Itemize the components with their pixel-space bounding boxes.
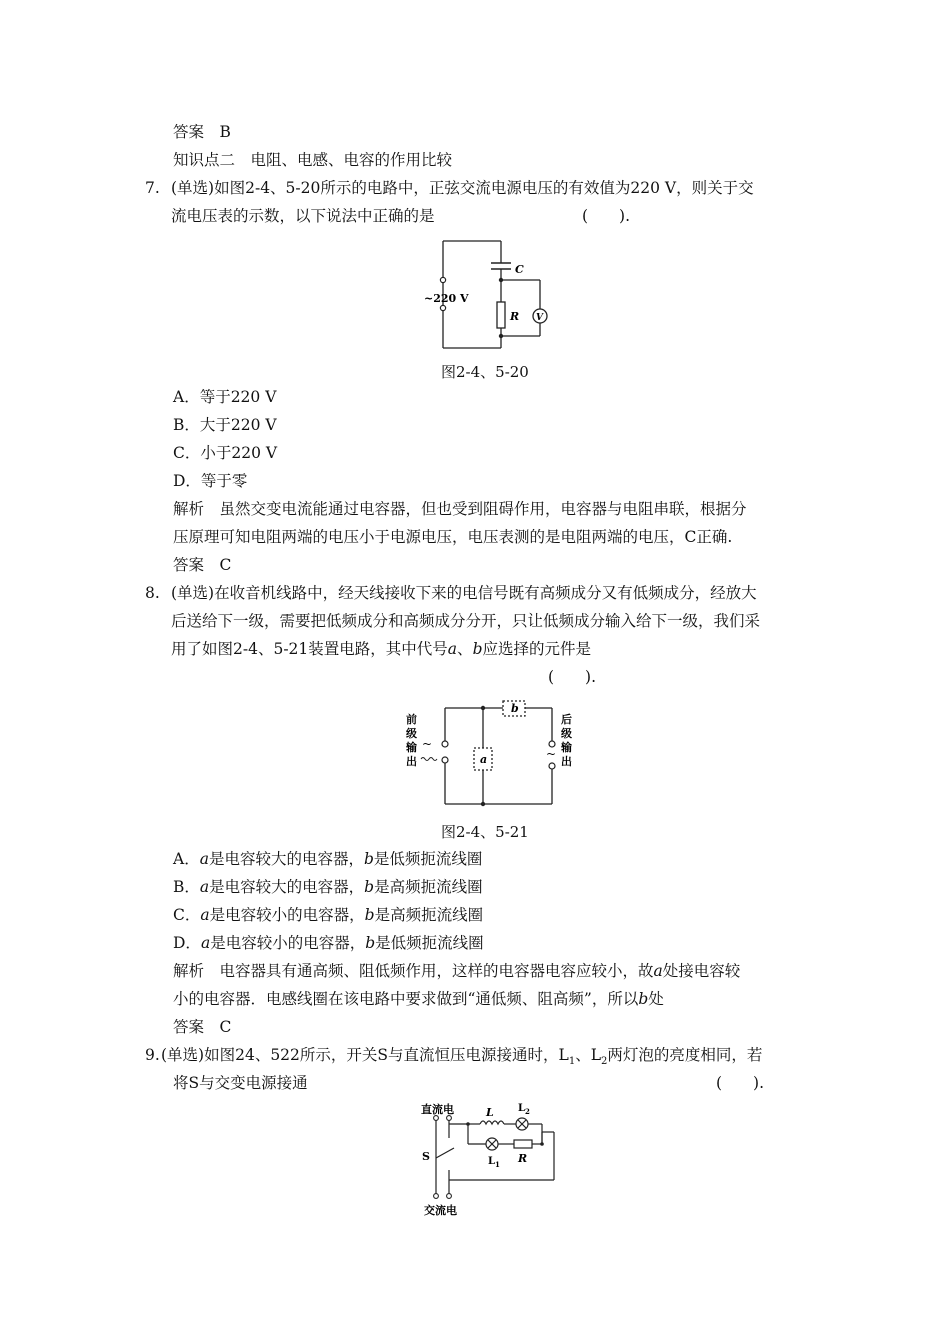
option-prefix: B．: [173, 878, 200, 896]
option-rest: 是低频扼流线圈: [375, 934, 484, 952]
option-mid: 是电容较大的电容器，: [208, 850, 364, 868]
answer-q8: 答案 C: [173, 1018, 232, 1036]
lamp-l2-subscript: 2: [525, 1107, 530, 1116]
section-title: 知识点二 电阻、电感、电容的作用比较: [173, 151, 453, 169]
source-voltage-label: ~220 V: [424, 292, 469, 305]
figure-2-4-5-20-caption: 图2-4、5-20: [441, 363, 529, 381]
question-8-analysis-line2: [173, 989, 664, 1009]
answer-q7: 答案 C: [173, 556, 232, 574]
option-var-b: b: [364, 906, 375, 924]
question-7-option-c: C．小于220 V: [173, 444, 278, 462]
analysis-text: 解析 电容器具有通高频、阻低频作用，这样的电容器电容应较小，故: [173, 962, 654, 980]
figure-2-4-5-21-caption: 图2-4、5-21: [441, 823, 529, 841]
option-var-b: b: [365, 934, 376, 952]
option-var-a: a: [200, 906, 210, 924]
option-var-a: a: [199, 878, 210, 896]
answer-q6: 答案 B: [173, 123, 231, 141]
question-8-number: 8.: [145, 584, 160, 602]
question-8-text-line3: [171, 639, 591, 659]
option-var-a: a: [200, 934, 211, 952]
left-label-char-2: 级: [406, 727, 417, 740]
q8-var-a: a: [447, 640, 458, 658]
dc-source-label: 直流电: [421, 1103, 454, 1116]
option-mid: 是电容较大的电容器，: [209, 878, 365, 896]
question-8-text-line1: (单选)在收音机线路中，经天线接收下来的电信号既有高频成分又有低频成分，经放大: [171, 584, 757, 602]
figure-2-4-5-20: [418, 236, 558, 358]
analysis-text: 处: [648, 990, 664, 1008]
right-tilde: ~: [546, 747, 557, 761]
option-mid: 是电容较小的电容器，: [210, 934, 366, 952]
question-8-option-c: [173, 905, 483, 925]
switch-label: S: [422, 1150, 430, 1163]
question-7-text-line1: (单选)如图2-4、5-20所示的电路中，正弦交流电源电压的有效值为220 V，则关于交: [171, 179, 754, 197]
question-9-text-line2: 将S与交变电源接通: [173, 1074, 308, 1092]
option-rest: 是高频扼流线圈: [374, 878, 483, 896]
question-7-text-line2: 流电压表的示数，以下说法中正确的是: [171, 207, 435, 225]
question-8-option-b: [173, 877, 483, 897]
option-rest: 是低频扼流线圈: [373, 850, 483, 868]
q9-text: 两灯泡的亮度相同，若: [607, 1046, 763, 1064]
circuit-diagram-lamps: [418, 1098, 563, 1218]
analysis-text: 处接电容较: [662, 962, 741, 980]
option-var-a: a: [199, 850, 209, 868]
left-label-char-3: 输: [406, 741, 417, 754]
right-label-char-1: 后: [561, 713, 572, 726]
q9-sub-1: 1: [568, 1056, 576, 1068]
figure-2-4-5-22: [418, 1098, 563, 1222]
resistor-label: R: [510, 310, 520, 323]
q8-line3-pre: 用了如图2-4、5-21装置电路，其中代号: [171, 640, 448, 658]
voltmeter-label: V: [536, 313, 543, 323]
question-8-analysis-line1: [173, 961, 740, 981]
option-mid: 是电容较小的电容器，: [209, 906, 365, 924]
question-9-answer-bracket: ( ).: [716, 1074, 765, 1092]
capacitor-label: C: [515, 263, 524, 276]
question-7-number: 7.: [145, 179, 160, 197]
option-prefix: C．: [173, 906, 201, 924]
lamp-l1-letter: L: [488, 1156, 496, 1167]
q9-text: (单选)如图24、522所示，开关S与直流恒压电源接通时，L: [161, 1046, 569, 1064]
question-8-answer-bracket: ( ).: [548, 668, 597, 686]
lamp-l1-label: [488, 1156, 500, 1169]
question-8-option-a: [173, 849, 482, 869]
question-7-option-d: D．等于零: [173, 472, 248, 490]
q8-line3-post: 应选择的元件是: [482, 640, 592, 658]
question-7-option-b: B．大于220 V: [173, 416, 277, 434]
analysis-text: 小的电容器．电感线圈在该电路中要求做到“通低频、阻高频”，所以: [173, 990, 639, 1008]
option-prefix: D．: [173, 934, 201, 952]
lamp-l2-letter: L: [518, 1103, 526, 1114]
option-var-b: b: [364, 878, 375, 896]
q9-text: 、L: [575, 1046, 601, 1064]
figure-2-4-5-21: [400, 696, 585, 812]
option-rest: 是高频扼流线圈: [374, 906, 484, 924]
circuit-diagram-filter: [400, 696, 585, 808]
element-a-label: a: [480, 753, 488, 766]
left-tilde: ~: [422, 737, 433, 751]
q8-var-b: b: [472, 640, 483, 658]
option-prefix: A．: [173, 850, 200, 868]
analysis-var-b: b: [638, 990, 649, 1008]
left-label-char-1: 前: [406, 713, 417, 726]
option-var-b: b: [363, 850, 374, 868]
inductor-label: L: [486, 1106, 494, 1119]
question-7-answer-bracket: ( ).: [582, 207, 631, 225]
q9-sub-2: 2: [601, 1056, 608, 1068]
question-9-text-line1: [161, 1045, 762, 1072]
lamp-l1-subscript: 1: [495, 1160, 500, 1169]
right-label-char-4: 出: [561, 755, 572, 768]
lamp-l2-label: [518, 1103, 530, 1116]
ac-source-label: 交流电: [424, 1204, 457, 1217]
question-8-text-line2: 后送给下一级，需要把低频成分和高频成分分开，只让低频成分输入给下一级，我们采: [171, 612, 761, 630]
q8-sep: 、: [457, 640, 473, 658]
right-label-char-2: 级: [561, 727, 572, 740]
resistor-r-label: R: [518, 1152, 528, 1165]
element-b-label: b: [511, 702, 519, 715]
question-7-option-a: A．等于220 V: [173, 388, 277, 406]
question-8-option-d: [173, 933, 484, 953]
question-7-analysis-line1: 解析 虽然交变电流能通过电容器，但也受到阻碍作用，电容器与电阻串联，根据分: [173, 500, 747, 518]
analysis-var-a: a: [653, 962, 663, 980]
right-label-char-3: 输: [561, 741, 572, 754]
question-7-analysis-line2: 压原理可知电阻两端的电压小于电源电压，电压表测的是电阻两端的电压，C正确.: [173, 528, 733, 546]
left-label-char-4: 出: [406, 755, 417, 768]
question-9-number: 9.: [145, 1046, 160, 1064]
circuit-diagram-rc: [418, 236, 558, 354]
